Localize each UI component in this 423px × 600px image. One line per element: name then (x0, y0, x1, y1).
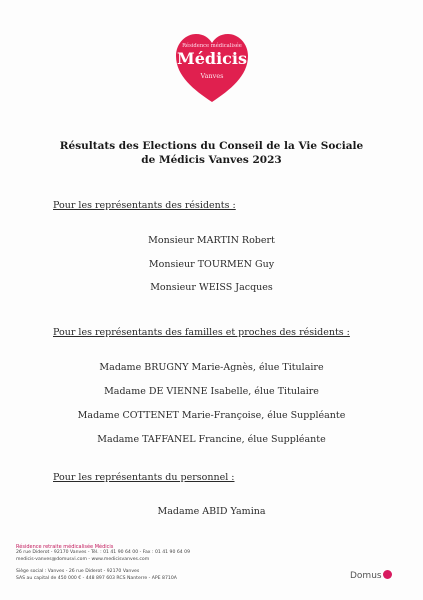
families-entry: Madame COTTENET Marie-Françoise, élue Suppléante (77, 410, 346, 421)
section-heading-residents: Pour les représentants des résidents : (53, 200, 236, 211)
footer-legal: SAS au capital de 450 000 € - 448 897 603 RCS Nanterre - APE 8710A (16, 575, 177, 581)
title-line-2: de Médicis Vanves 2023 (141, 154, 282, 166)
domusvi-logo (350, 570, 392, 581)
medicis-logo (174, 32, 250, 104)
residents-entry: Monsieur TOURMEN Guy (148, 259, 275, 270)
domusvi-brand: Domus (350, 571, 382, 581)
domusvi-mark-icon (383, 570, 392, 579)
residents-entry: Monsieur MARTIN Robert (148, 235, 275, 246)
footer (16, 544, 190, 582)
footer-siege: Siège social : Vanves - 26 rue Diderot - 92170 Vanves (16, 569, 140, 575)
footer-address: 26 rue Diderot - 92170 Vanves - Tél. : 01 41 90 64 00 - Fax : 01 41 90 64 09 (16, 550, 191, 556)
families-entry: Madame BRUGNY Marie-Agnès, élue Titulaire (99, 362, 324, 373)
logo-brand: Médicis (177, 49, 247, 68)
footer-residence-name: Résidence retraite médicalisée Médicis (16, 544, 114, 550)
footer-contact: medicis-vanves@domusvi.com - www.medicisvanves.com (16, 556, 150, 562)
staff-entry: Madame ABID Yamina (157, 506, 266, 517)
document-title (30, 139, 393, 167)
families-entry: Madame TAFFANEL Francine, élue Suppléante (97, 434, 326, 445)
logo-tagline: Résidence médicalisée (182, 43, 242, 49)
section-heading-families: Pour les représentants des familles et proches des résidents : (53, 327, 350, 338)
residents-entry: Monsieur WEISS Jacques (150, 282, 273, 293)
logo-city: Vanves (200, 72, 224, 80)
families-entry: Madame DE VIENNE Isabelle, élue Titulaire (104, 386, 319, 397)
title-line-1: Résultats des Elections du Conseil de la Vie Sociale (59, 140, 364, 152)
section-heading-staff: Pour les représentants du personnel : (53, 472, 235, 483)
